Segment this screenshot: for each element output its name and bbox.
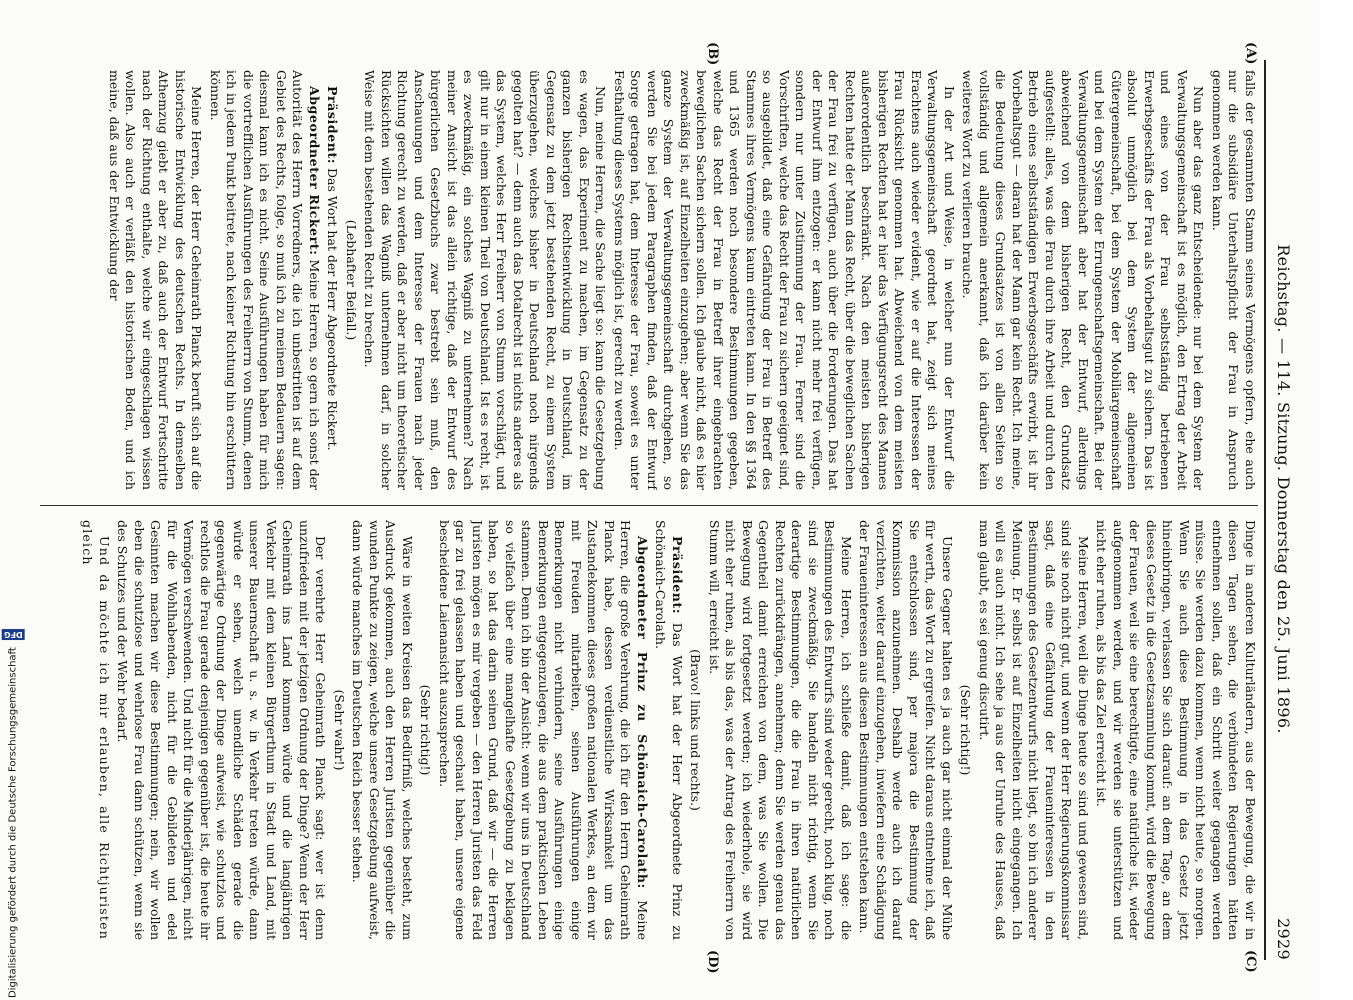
speaker-paragraph [207, 70, 323, 490]
speaker-name: Abgeordneter Rickert: [307, 86, 322, 256]
column-divider [40, 505, 1258, 506]
speaker-paragraph [324, 70, 341, 490]
speaker-name: Abgeordneter Prinz zu Schönaich-Carolath: [635, 536, 650, 889]
speaker-text: Das Wort hat der Herr Abgeordnete Rickert. [325, 168, 341, 451]
paragraph: Dinge in anderen Kulturländern, aus der Bewegung, die wir in diesen Tagen sehen, die verbündeten Regierungen hätten entnehmen sollen, daß ein Schritt weiter gegangen werden müsse. Sie werden dazu kommen, wenn nicht heute, so morgen. Wenn Sie auch diese Bestimmung in das Gesetz jetzt hineinbringen, verlassen Sie sich darauf: an dem Tage, an dem dieses Gesetz in die Gesetzsammlung kommt, wird die Bewegung der Frauen, weil sie eine berechtigte, eine natürliche ist, wieder aufgenommen werden, und wir werden sie unterstützen und nicht eher ruhen, als bis das Ziel erreicht ist. [1094, 520, 1258, 940]
paragraph: Meine Herren, weil die Dinge heute so sind und gewesen sind, sind sie noch nicht gut, und wenn der Herr Regierungskommissar sagt, daß eine Gefährdung der Fraueninteressen in den Bestimmungen des Gesetzentwurfs nicht liegt, so bin ich anderer Meinung. Er selbst ist auf Einzelheiten nicht eingegangen. Ich will es auch nicht. Ich sehe ja aus der Unruhe des Hauses, daß man glaubt, es sei genug discutirt. [977, 520, 1091, 940]
paragraph: Meine Herren, ich schließe damit, daß ich sage: die Bestimmungen des Entwurfs sind weder gerecht, noch klug, noch sind sie zweckmäßig. Sie handeln nicht richtig, wenn Sie derartige Bestimmungen, die die Frau in ihren natürlichen Rechten zurückdrängen, annehmen; denn Sie werden genau das Gegentheil damit erreichen von dem, was Sie wollen. Die Bewegung wird fortgesetzt werden; ich wiederhole, sie wird nicht eher ruhen, als bis das, was der Antrag des Freiherrn von Stumm will, erreicht ist. [707, 520, 854, 940]
speaker-text: Meine Herren, die große Verehrung, die ich für den Herrn Geheimrath Planck habe, dessen verdienstliche Wirksamkeit um das Zustandekommen dieses großen nationalen Werkes, an dem wir mit Freuden mitarbeiten, seinen Ausführungen einige Bemerkungen nicht verhindern, seine Ausführungen einige Bemerkungen entgegenzulegen, die aus dem praktischen Leben stammen. Denn ich bin der Ansicht: wenn wir uns in Deutschland so vielfach über eine mangelhafte Gesetzgebung zu beklagen haben, so hat das darin seinen Grund, daß wir — die Herren Juristen mögen es mir vergeben — den Herren Juristen das Feld gar zu frei gelassen haben und geschaut haben, unsere eigene bescheidene Laienansicht auszusprechen. [437, 520, 650, 940]
paragraph: In der Art und Weise, in welcher nun der Entwurf die Verwaltungsgemeinschaft geordnet hat, zeigt sich meines Erachtens auch wieder evident, wie er auf die Interessen der Frau Rücksicht genommen hat. Abweichend von dem meisten bisherigen Rechten hat er hier das Verfügungsrecht des Mannes außerordentlich beschränkt. Nach den meisten bisherigen Rechten hatte der Mann das Recht, über die beweglichen Sachen der Frau frei zu verfügen, auch über die Forderungen. Das hat der Entwurf ihm entzogen: er kann nicht mehr frei verfügen, sondern nur unter Zustimmung der Frau. Ferner sind die Vorschriften, welche das Recht der Frau zu sichern geeignet sind, so ausgebildet, daß eine Gefährdung der Frau in Betreff des Stammes ihres Vermögens kaum eintreten kann. In den §§ 1364 und 1365 werden noch besondere Bestimmungen gegeben, welche das Recht der Frau in Betreff ihrer eingebrachten beweglichen Sachen sichern sollen. Ich glaube nicht, daß es hier zweckmäßig ist, auf Einzelheiten einzugehen; aber wenn Sie das ganze System der Verwaltungsgemeinschaft durchgehen, so werden Sie bei jedem Paragraphen finden, daß der Entwurf Sorge getragen hat, dem Interesse der Frau, soweit es unter Festhaltung dieses Systems möglich ist, gerecht zu werden. [612, 70, 957, 490]
paragraph: Der verehrte Herr Geheimrath Planck sagt: wer ist denn unzufrieden mit der jetzigen Ordnung der Dinge? Wenn der Herr Geheimrath ins Land kommen würde und die langjährigen Verkehr mit dem kleinen Bürgerthum in Stadt und Land, mit unserer Bauernschaft u. s. w. in Verkehr treten würde, dann würde er sehen, welch unendliche Schäden gerade die gegenwärtige Ordnung der Dinge aufweist, wie schutzlos und rechtlos die Frau gerade denjenigen gegenüber ist, die heute ihr Vermögen verschwenden. Und nicht für die Minderjährigen, nicht für die Wohlhabenden, nicht für die Gebildeten und edel Gesinnten machen wir diese Bestimmungen; nein, wir wollen eben die schutzlose und wehrlose Frau dann schützen, wenn sie des Schutzes und der Wehr bedarf. [115, 520, 329, 940]
header-rule [1264, 60, 1266, 960]
applause-note: (Bravo! links und rechts.) [688, 649, 704, 811]
margin-letter-a: (A) [1243, 42, 1258, 65]
interjection: (Sehr richtig!) [418, 684, 434, 776]
paragraph: Unsere Gegner halten es ja auch gar nicht einmal der Mühe für werth, das Wort zu ergreifen. Nicht daraus entnehme ich, daß Sie entschlossen sind, per majora die Bestimmung der Kommission anzunehmen. Deshalb werde auch ich darauf verzichten, weiter darauf einzugehen, inwiefern eine Schädigung der Fraueninteressen aus diesen Bestimmungen entstehen kann. [857, 520, 955, 940]
dfg-logo-icon: DFG [3, 629, 23, 639]
paragraph: Und da möchte ich mir erlauben, alle Richtjuristen gleich [80, 520, 112, 940]
margin-letter-c: (C) [1243, 950, 1258, 973]
page-number: 2929 [1274, 918, 1294, 960]
attribution-label: Digitalisierung gefördert durch die Deutsche Forschungsgemeinschaft [7, 647, 19, 998]
right-column [30, 520, 1258, 940]
left-column [30, 70, 1258, 490]
speaker-name: Präsident: [325, 86, 341, 165]
attribution-text [2, 629, 25, 998]
applause-note: (Lebhafter Beifall.) [344, 219, 359, 341]
speaker-text: Das Wort hat der Herr Abgeordnete Prinz zu Schönaich-Carolath. [653, 520, 685, 940]
attribution-strip [3, 600, 23, 998]
header-title: Reichstag. — 114. Sitzung. Donnerstag den 25. Juni 1896. [1274, 244, 1294, 734]
margin-letter-b: (B) [705, 42, 720, 66]
paragraph: Nun aber das ganz Entscheidende: nur bei dem System der Verwaltungsgemeinschaft ist es möglich, den Ertrag der Arbeit und eines von der Frau selbstständig betriebenen Erwerbsgeschäfts der Frau als Vorbehaltsgut zu sichern. Das ist absolut unmöglich bei dem System der allgemeinen Gütergemeinschaft, bei dem System der Mobiliargemeinschaft und bei dem System der Errungenschaftsgemeinschaft. Bei der Verwaltungsgemeinschaft aber hat der Entwurf, allerdings abweichend von dem bisherigen Recht, den Grundsatz aufgestellt: alles, was die Frau durch ihre Arbeit und durch den Betrieb eines selbstständigen Erwerbsgeschäfts erwirbt, ist ihr Vorbehaltsgut — daran hat der Mann gar kein Recht. Ich meine, die Bedeutung dieses Grundsatzes ist von allen Seiten so vollständig und allgemein anerkannt, daß ich darüber kein weiteres Wort zu verlieren brauche. [960, 70, 1207, 490]
interjection: (Sehr richtig!) [958, 684, 974, 776]
speaker-paragraph [652, 520, 685, 940]
page-header [1270, 60, 1298, 960]
speaker-name: Präsident: [670, 536, 685, 615]
margin-letter-d: (D) [705, 950, 720, 974]
interjection: (Sehr wahr!) [332, 689, 347, 771]
paragraph: Nun, meine Herren, die Sache liegt so: kann die Gesetzgebung es wagen, das Experiment zu machen, im Gegensatz zu der ganzen bisherigen Rechtsentwicklung in Deutschland, im Gegensatz zu dem jetzt bestehenden Recht, zu einem System überzugehen, welches bisher in Deutschland noch nirgends gegolten hat? — denn auch das Dotalrecht ist nichts anderes als das System, welches Herr Freiherr von Stumm vorschlägt, und gilt nur in einem kleinen Theil von Deutschland. Ist es recht, ist es zweckmäßig, ein solches Wagniß zu unternehmen? Nach meiner Ansicht ist das allein richtige, daß der Entwurf des bürgerlichen Gesetzbuchs zwar bestrebt sein muß, den Anschauungen und dem Interesse der Frauen nach jeder Richtung gerecht zu werden, daß er aber nicht um theoretischer Rücksichten willen das Wagniß unternehmen darf, in solcher Weise mit dem bestehenden Recht zu brechen. [362, 70, 609, 490]
paragraph: Wäre in weiten Kreisen das Bedürfniß, welches besteht, zum Ausdruck gekommen, auch den Herren Juristen gegenüber die wunden Punkte zu zeigen, welche unsere Gesetzgebung aufweist, dann würde manches im Deutschen Reich besser stehen. [350, 520, 415, 940]
paragraph: Meine Herren, der Herr Geheimrath Planck beruft sich auf die historische Entwicklung des deutschen Rechts. In demselben Athemzug giebt er aber zu, daß auch der Entwurf Fortschritte nach der Richtung enthalte, welche wir eingeschlagen wissen wollen. Also auch er verläßt den historischen Boden, und ich meine, daß aus der Entwicklung der [107, 70, 205, 490]
speaker-paragraph [436, 520, 651, 940]
paragraph: falls der gesammten Stamm seines Vermögens opfern, ehe auch nur die subsidiäre Unterhaltspflicht der Frau in Anspruch genommen werden kann. [1210, 70, 1258, 490]
speaker-text: Meine Herren, so gern ich sonst der Autorität des Herrn Vorredners, die ich unbestritten ist auf dem Gebiet des Rechts, folge, so muß ich zu meinem Bedauern sagen: diesmal kann ich es nicht. Seine Ausführungen haben für mich die vortrefflichen Ausführungen des Freiherrn von Stumm, denen ich in jedem Punkt beitrete, nach keiner Richtung hin erschüttern können. [208, 70, 322, 490]
